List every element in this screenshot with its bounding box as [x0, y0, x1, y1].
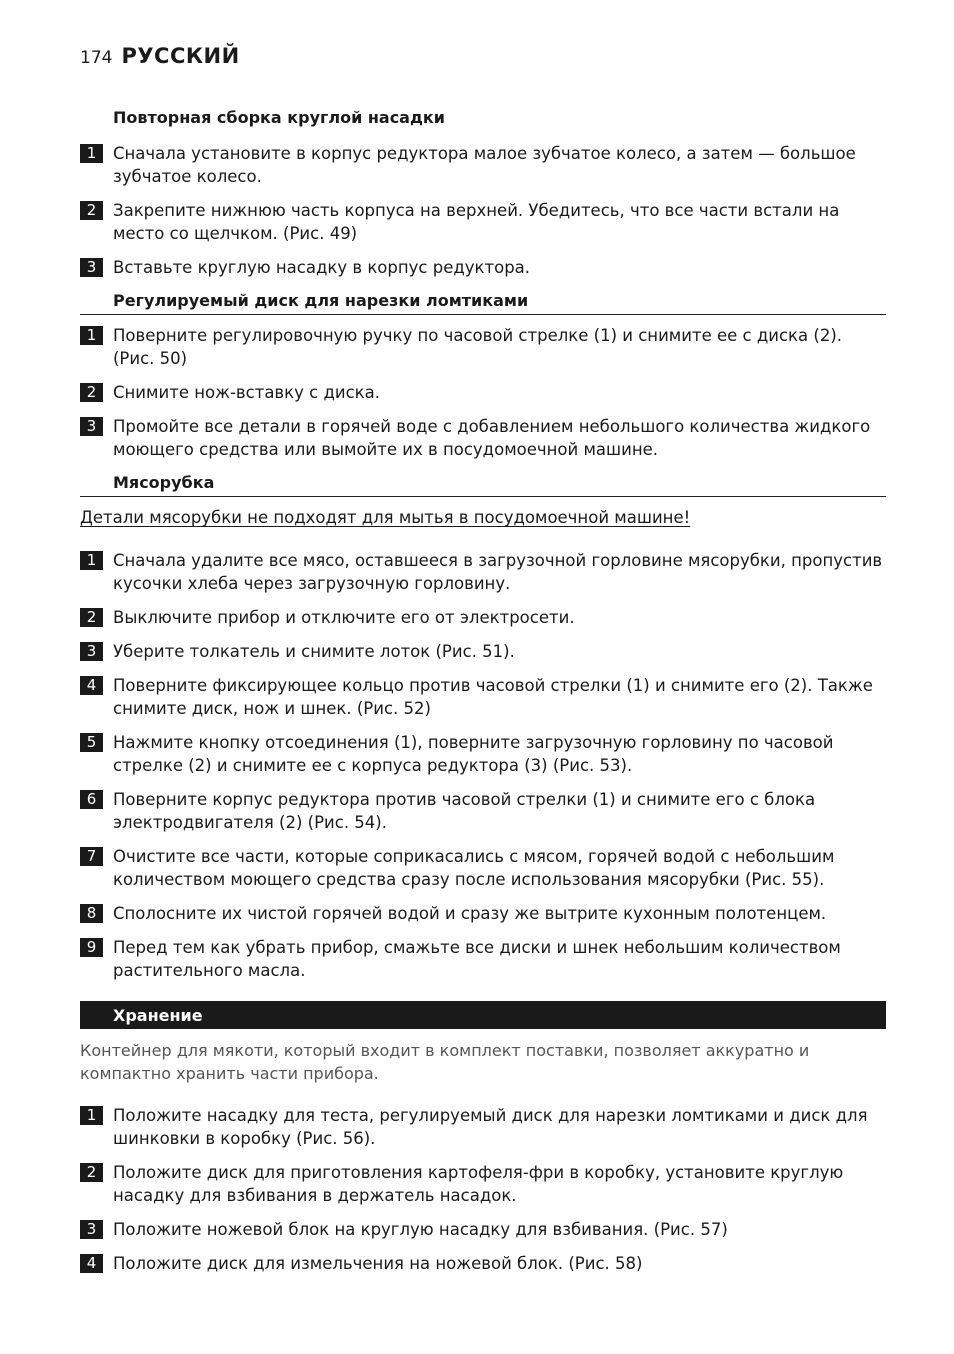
step-text: Промойте все детали в горячей воде с добавлением небольшого количества жидкого моющего средства или вымойте их в посудомоечной машине.: [113, 417, 871, 459]
step-number: 4: [80, 1254, 103, 1273]
step-item: [80, 1104, 886, 1150]
step-number: 9: [80, 938, 103, 957]
step-item: [80, 1161, 886, 1207]
page-content: [80, 106, 886, 1275]
step-text: Сначала установите в корпус редуктора малое зубчатое колесо, а затем — большое зубчатое колесо.: [113, 144, 856, 186]
step-text: Выключите прибор и отключите его от электросети.: [113, 608, 575, 627]
section-title-reassembly: Повторная сборка круглой насадки: [113, 108, 445, 127]
step-item: [80, 1252, 886, 1275]
step-item: [80, 845, 886, 891]
step-text: Положите ножевой блок на круглую насадку для взбивания. (Рис. 57): [113, 1220, 728, 1239]
storage-intro: Контейнер для мякоти, который входит в комплект поставки, позволяет аккуратно и компактно хранить части прибора.: [80, 1041, 810, 1083]
page-header: [80, 44, 240, 68]
step-text: Положите диск для измельчения на ножевой блок. (Рис. 58): [113, 1254, 643, 1273]
step-item: [80, 199, 886, 245]
step-number: 3: [80, 258, 103, 277]
step-text: Положите насадку для теста, регулируемый диск для нарезки ломтиками и диск для шинковки в коробку (Рис. 56).: [113, 1106, 868, 1148]
step-item: [80, 1218, 886, 1241]
step-item: [80, 415, 886, 461]
step-number: 3: [80, 1220, 103, 1239]
section-title-meat-grinder: Мясорубка: [80, 471, 886, 497]
step-item: [80, 902, 886, 925]
step-text: Закрепите нижнюю часть корпуса на верхней. Убедитесь, что все части встали на место со щелчком. (Рис. 49): [113, 201, 840, 243]
page-number: 174: [80, 48, 113, 68]
step-item: [80, 606, 886, 629]
step-item: [80, 381, 886, 404]
step-item: [80, 324, 886, 370]
section-title-slicing-disc: Регулируемый диск для нарезки ломтиками: [80, 289, 886, 315]
step-item: [80, 674, 886, 720]
step-text: Уберите толкатель и снимите лоток (Рис. 51).: [113, 642, 515, 661]
step-number: 2: [80, 201, 103, 220]
dishwasher-warning: Детали мясорубки не подходят для мытья в посудомоечной машине!: [80, 508, 691, 527]
step-item: [80, 142, 886, 188]
step-number: 2: [80, 608, 103, 627]
step-number: 5: [80, 733, 103, 752]
step-text: Снимите нож-вставку с диска.: [113, 383, 380, 402]
step-text: Очистите все части, которые соприкасались с мясом, горячей водой с небольшим количеством моющего средства сразу после использования мясорубки (Рис. 55).: [113, 847, 835, 889]
step-item: [80, 936, 886, 982]
step-text: Поверните корпус редуктора против часовой стрелки (1) и снимите его с блока электродвигателя (2) (Рис. 54).: [113, 790, 816, 832]
step-text: Поверните регулировочную ручку по часовой стрелке (1) и снимите ее с диска (2). (Рис. 50): [113, 326, 842, 368]
step-item: [80, 731, 886, 777]
step-number: 1: [80, 1106, 103, 1125]
step-number: 1: [80, 144, 103, 163]
step-number: 2: [80, 383, 103, 402]
step-item: [80, 256, 886, 279]
step-item: [80, 788, 886, 834]
step-number: 3: [80, 642, 103, 661]
step-text: Положите диск для приготовления картофеля-фри в коробку, установите круглую насадку для взбивания в держатель насадок.: [113, 1163, 844, 1205]
step-number: 7: [80, 847, 103, 866]
step-number: 6: [80, 790, 103, 809]
step-number: 1: [80, 326, 103, 345]
step-text: Перед тем как убрать прибор, смажьте все диски и шнек небольшим количеством растительного масла.: [113, 938, 841, 980]
step-item: [80, 549, 886, 595]
step-number: 2: [80, 1163, 103, 1182]
step-number: 8: [80, 904, 103, 923]
step-text: Нажмите кнопку отсоединения (1), поверните загрузочную горловину по часовой стрелке (2) и снимите ее с корпуса редуктора (3) (Рис. 53).: [113, 733, 834, 775]
step-item: [80, 640, 886, 663]
storage-section-banner: Хранение: [80, 1001, 886, 1029]
step-text: Вставьте круглую насадку в корпус редуктора.: [113, 258, 531, 277]
step-text: Поверните фиксирующее кольцо против часовой стрелки (1) и снимите его (2). Также снимите диск, нож и шнек. (Рис. 52): [113, 676, 873, 718]
step-text: Сначала удалите все мясо, оставшееся в загрузочной горловине мясорубки, пропустив кусочки хлеба через загрузочную горловину.: [113, 551, 883, 593]
language-heading: РУССКИЙ: [121, 44, 240, 68]
step-number: 1: [80, 551, 103, 570]
step-number: 4: [80, 676, 103, 695]
step-text: Сполосните их чистой горячей водой и сразу же вытрите кухонным полотенцем.: [113, 904, 827, 923]
step-number: 3: [80, 417, 103, 436]
